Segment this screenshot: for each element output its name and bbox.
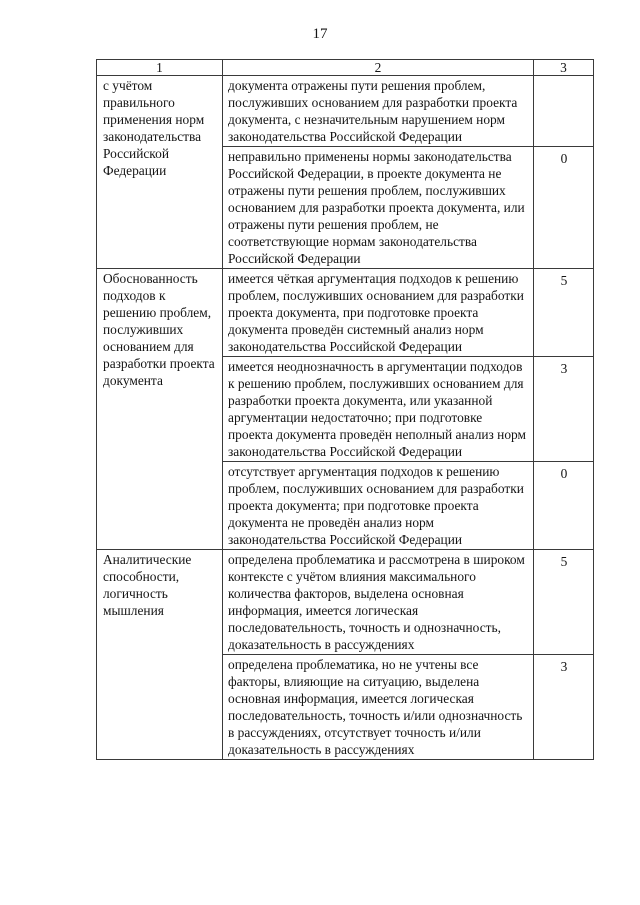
description-cell: определена проблематика, но не учтены все факторы, влияющие на ситуацию, выделена основная информация, имеется логическая последовательность, точность и/или однозначность в рассуждениях, отсутствует точность и/или доказательность в рассуждениях xyxy=(223,655,534,760)
score-cell: 3 xyxy=(534,655,594,760)
score-cell: 0 xyxy=(534,147,594,269)
description-cell: имеется чёткая аргументация подходов к решению проблем, послуживших основанием для разработки проекта документа, при подготовке проекта документа проведён системный анализ норм законодательства Российской Федерации xyxy=(223,269,534,357)
description-cell: определена проблематика и рассмотрена в широком контексте с учётом влияния максимального количества факторов, выделена основная информация, имеется логическая последовательность, точность и однозначность, доказательность в рассуждениях xyxy=(223,550,534,655)
evaluation-table xyxy=(96,59,594,760)
page-number: 17 xyxy=(312,26,328,42)
score-cell: 0 xyxy=(534,462,594,550)
criterion-cell: Аналитические способности, логичность мышления xyxy=(97,550,223,760)
score-cell: 5 xyxy=(534,550,594,655)
description-cell: неправильно применены нормы законодательства Российской Федерации, в проекте документа не отражены пути решения проблем, послуживших основанием для разработки проекта документа, или отражены пути решения проблем, не соответствующие нормам законодательства Российской Федерации xyxy=(223,147,534,269)
column-header-1: 1 xyxy=(97,60,223,76)
score-cell: 5 xyxy=(534,269,594,357)
description-cell: отсутствует аргументация подходов к решению проблем, послуживших основанием для разработки проекта документа; при подготовке проекта документа не проведён анализ норм законодательства Российской Федерации xyxy=(223,462,534,550)
table-row xyxy=(97,76,594,147)
table-row xyxy=(97,269,594,357)
score-cell: 3 xyxy=(534,357,594,462)
table-row xyxy=(97,550,594,655)
description-cell: имеется неоднозначность в аргументации подходов к решению проблем, послуживших основанием для разработки проекта документа, или указанной аргументации недостаточно; при подготовке проекта документа проведён неполный анализ норм законодательства Российской Федерации xyxy=(223,357,534,462)
description-cell: документа отражены пути решения проблем, послуживших основанием для разработки проекта документа, с незначительным нарушением норм законодательства Российской Федерации xyxy=(223,76,534,147)
criterion-cell: с учётом правильного применения норм законодательства Российской Федерации xyxy=(97,76,223,269)
column-header-2: 2 xyxy=(223,60,534,76)
column-header-3: 3 xyxy=(534,60,594,76)
score-cell xyxy=(534,76,594,147)
table-header-row xyxy=(97,60,594,76)
criterion-cell: Обоснованность подходов к решению проблем, послуживших основанием для разработки проекта документа xyxy=(97,269,223,550)
